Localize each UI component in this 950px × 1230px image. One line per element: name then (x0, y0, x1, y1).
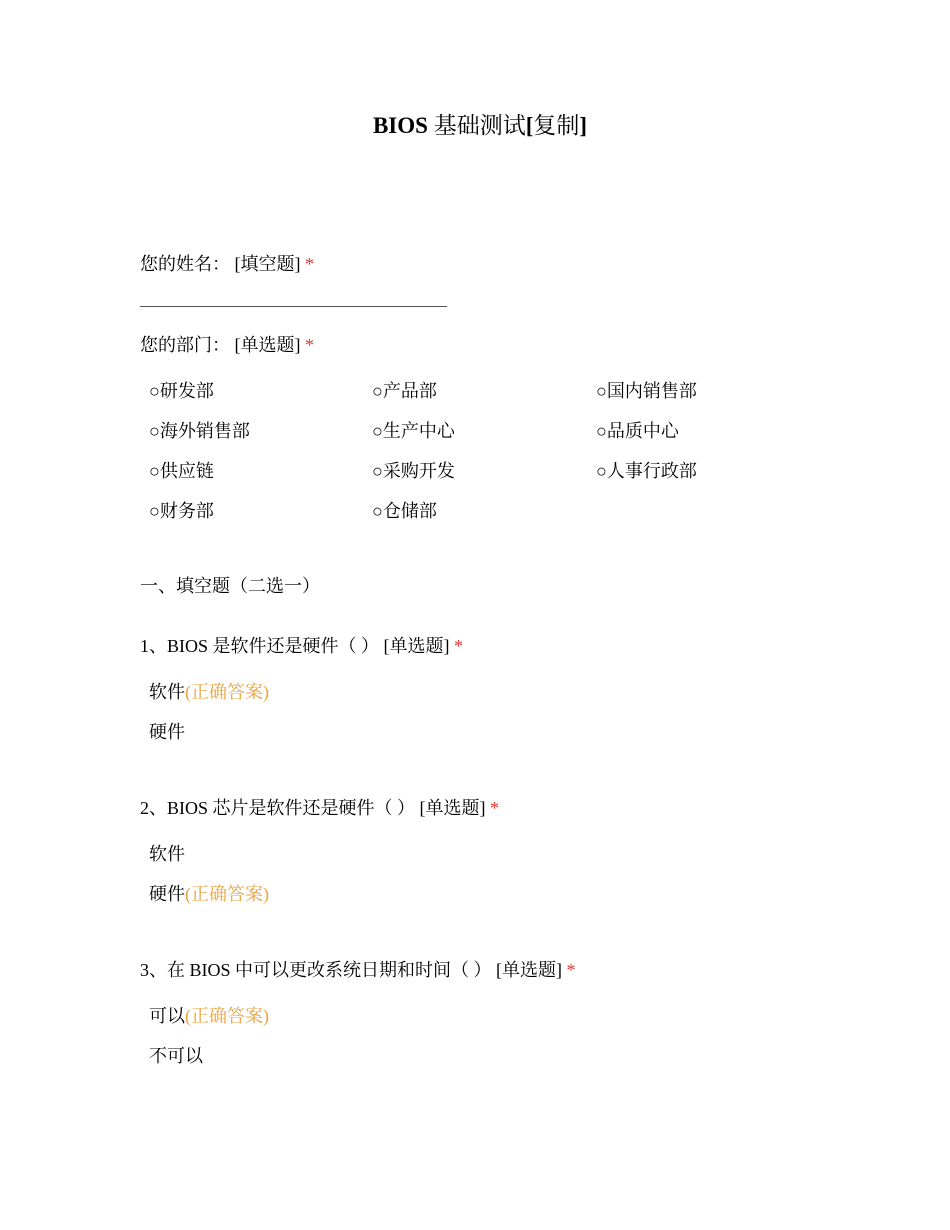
dept-option[interactable]: ○海外销售部 (149, 421, 250, 441)
dept-option[interactable]: ○人事行政部 (596, 461, 697, 481)
required-mark: * (490, 798, 500, 818)
question-type: [单选题] (496, 960, 563, 980)
required-mark: * (454, 636, 464, 656)
question-2 (140, 796, 499, 820)
question-name (140, 252, 314, 276)
dept-option[interactable]: ○财务部 (149, 501, 214, 521)
dept-option[interactable]: ○品质中心 (596, 421, 679, 441)
required-mark: * (305, 335, 314, 355)
option-label: 硬件 (149, 722, 185, 742)
option-label: 硬件 (149, 884, 185, 904)
question-type: [单选题] (383, 636, 450, 656)
question-text: 3、在 BIOS 中可以更改系统日期和时间（ ） (140, 960, 492, 980)
answer-option[interactable] (149, 680, 269, 704)
question-department-type: [单选题] (234, 335, 301, 355)
question-text: 1、BIOS 是软件还是硬件（ ） (140, 636, 380, 656)
correct-answer-tag: (正确答案) (185, 682, 269, 702)
name-answer-line[interactable] (140, 306, 447, 307)
answer-option[interactable] (149, 842, 185, 866)
question-department-label: 您的部门： (140, 335, 230, 355)
answer-option[interactable] (149, 720, 185, 744)
dept-option[interactable]: ○国内销售部 (596, 381, 697, 401)
title-latin: BIOS (372, 113, 428, 138)
dept-option[interactable]: ○供应链 (149, 461, 214, 481)
correct-answer-tag: (正确答案) (185, 1006, 269, 1026)
page-title (0, 111, 950, 141)
title-copy: 复制 (533, 113, 580, 138)
dept-option[interactable]: ○仓储部 (372, 501, 437, 521)
option-label: 可以 (149, 1006, 185, 1026)
dept-option[interactable]: ○生产中心 (372, 421, 455, 441)
question-text: 2、BIOS 芯片是软件还是硬件（ ） (140, 798, 416, 818)
question-type: [单选题] (419, 798, 486, 818)
question-name-label: 您的姓名： (140, 254, 230, 274)
option-label: 不可以 (149, 1046, 203, 1066)
title-bracket-close: ] (579, 113, 588, 138)
title-main: 基础测试 (433, 113, 526, 138)
dept-option[interactable]: ○研发部 (149, 381, 214, 401)
required-mark: * (305, 254, 314, 274)
required-mark: * (566, 960, 576, 980)
question-1 (140, 634, 463, 658)
question-3 (140, 958, 576, 982)
dept-option[interactable]: ○采购开发 (372, 461, 455, 481)
title-bracket-open: [ (525, 113, 534, 138)
answer-option[interactable] (149, 1004, 269, 1028)
answer-option[interactable] (149, 882, 269, 906)
question-name-type: [填空题] (234, 254, 301, 274)
dept-option[interactable]: ○产品部 (372, 381, 437, 401)
section-title: 一、填空题（二选一） (140, 576, 320, 596)
question-department (140, 333, 314, 357)
option-label: 软件 (149, 682, 185, 702)
correct-answer-tag: (正确答案) (185, 884, 269, 904)
answer-option[interactable] (149, 1044, 203, 1068)
option-label: 软件 (149, 844, 185, 864)
